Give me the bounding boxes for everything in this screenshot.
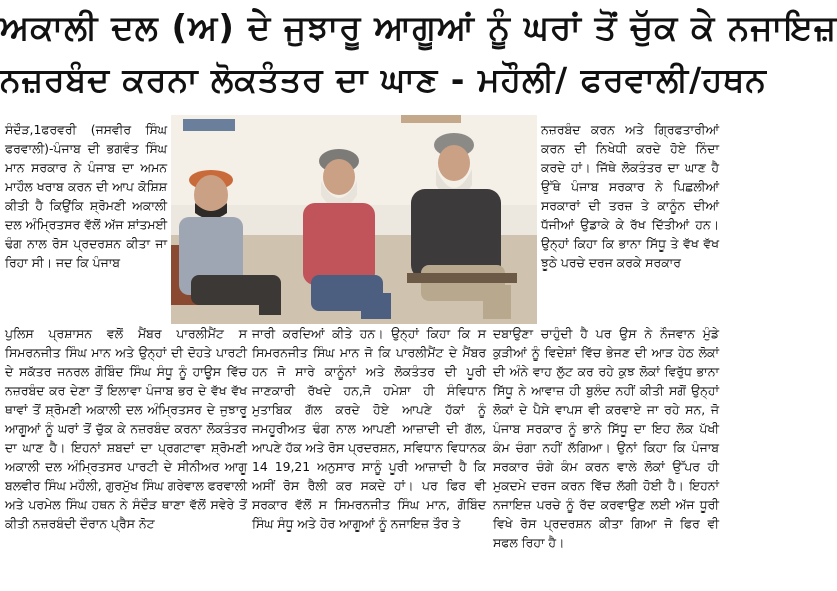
article-column-left-lower bbox=[5, 324, 247, 533]
headline-line-1: ਅਕਾਲੀ ਦਲ (ਅ) ਦੇ ਜੁਝਾਰੂ ਆਗੂਆਂ ਨੂੰ ਘਰਾਂ ਤੋਂ ਚੁੱਕ ਕੇ ਨਜਾਇਜ਼ bbox=[0, 8, 837, 48]
article-text: ਸੰਦੌੜ,1ਫਰਵਰੀ (ਜਸਵੀਰ ਸਿੰਘ ਫਰਵਾਲੀ)-ਪੰਜਾਬ ਦੀ ਭਗਵੰਤ ਸਿੰਘ ਮਾਨ ਸਰਕਾਰ ਨੇ ਪੰਜਾਬ ਦਾ ਅਮਨ ਮਾਹੌਲ ਖਰਾਬ ਕਰਨ ਦੀ ਆਪ ਕੋਸ਼ਿਸ਼ ਕੀਤੀ ਹੈ ਕਿਉਂਕਿ ਸ਼੍ਰੋਮਣੀ ਅਕਾਲੀ ਦਲ ਅੰਮ੍ਰਿਤਸਰ ਵੱਲੋਂ ਅੱਜ ਸ਼ਾਂਤਮਈ ਢੰਗ ਨਾਲ ਰੋਸ ਪ੍ਰਦਰਸ਼ਨ ਕੀਤਾ ਜਾ ਰਿਹਾ ਸੀ। ਜਦ ਕਿ ਪੰਜਾਬ bbox=[5, 122, 167, 270]
news-photo bbox=[171, 115, 537, 324]
article-text: ਜਾਰੀ ਕਰਦਿਆਂ ਕੀਤੇ ਹਨ। ਉਨ੍ਹਾਂ ਕਿਹਾ ਕਿ ਸ ਸਿਮਰਨਜੀਤ ਸਿੰਘ ਮਾਨ ਜੋ ਕਿ ਪਾਰਲੀਮੈਂਟ ਦੇ ਮੈਂਬਰ ਹਨ ਜੋ ਸਾਰੇ ਕਾਨੂੰਨਾਂ ਅਤੇ ਲੋਕਤੰਤਰ ਦੀ ਪੂਰੀ ਜਾਣਕਾਰੀ ਰੱਖਦੇ ਹਨ,ਜੋ ਹਮੇਸ਼ਾ ਹੀ ਸੰਵਿਧਾਨ ਮੁਤਾਬਿਕ ਗੱਲ ਕਰਦੇ ਹੋਏ ਆਪਣੇ ਹੱਕਾਂ ਨੂੰ ਜਮਹੂਰੀਅਤ ਢੰਗ ਨਾਲ ਆਪਣੀ ਆਜ਼ਾਦੀ ਦੀ ਗੱਲ, ਆਪਣੇ ਹੱਕ ਅਤੇ ਰੋਸ ਪ੍ਰਦਰਸ਼ਨ, ਸਵਿਧਾਨ ਵਿਧਾਨਕ 14 19,21 ਅਨੁਸਾਰ ਸਾਨੂੰ ਪੂਰੀ ਆਜ਼ਾਦੀ ਹੈ ਕਿ ਅਸੀਂ ਰੋਸ ਰੈਲੀ ਕਰ ਸਕਦੇ ਹਾਂ। ਪਰ ਫਿਰ ਵੀ ਸਰਕਾਰ ਵੱਲੋਂ ਸ ਸਿਮਰਨਜੀਤ ਸਿੰਘ ਮਾਨ, ਗੋਬਿੰਦ ਸਿੰਘ ਸੰਧੂ ਅਤੇ ਹੋਰ ਆਗੂਆਂ ਨੂੰ ਨਜਾਇਜ਼ ਤੌਰ ਤੇ bbox=[252, 326, 486, 531]
article-text: ਪੁਲਿਸ ਪ੍ਰਸ਼ਾਸਨ ਵਲੋਂ ਮੈਂਬਰ ਪਾਰਲੀਮੈਂਟ ਸ ਸਿਮਰਨਜੀਤ ਸਿੰਘ ਮਾਨ ਅਤੇ ਉਨ੍ਹਾਂ ਦੀ ਦੋਹਤੇ ਪਾਰਟੀ ਦੇ ਸਕੱਤਰ ਜਨਰਲ ਗੋਬਿੰਦ ਸਿੰਘ ਸੰਧੂ ਨੂੰ ਹਾਊਸ ਵਿੱਚ ਨਜ਼ਰਬੰਦ ਕਰ ਦੇਣਾ ਤੋਂ ਇਲਾਵਾ ਪੰਜਾਬ ਭਰ ਦੇ ਵੱਖ ਵੱਖ ਥਾਵਾਂ ਤੋਂ ਸ਼੍ਰੋਮਣੀ ਅਕਾਲੀ ਦਲ ਅੰਮ੍ਰਿਤਸਰ ਦੇ ਜੁਝਾਰੂ ਆਗੂਆਂ ਨੂੰ ਘਰਾਂ ਤੋਂ ਚੁੱਕ ਕੇ ਨਜ਼ਰਬੰਦ ਕਰਨਾ ਲੋਕਤੰਤਰ ਦਾ ਘਾਣ ਹੈ। ਇਹਨਾਂ ਸ਼ਬਦਾਂ ਦਾ ਪ੍ਰਗਟਾਵਾ ਸ਼੍ਰੋਮਣੀ ਅਕਾਲੀ ਦਲ ਅੰਮ੍ਰਿਤਸਰ ਪਾਰਟੀ ਦੇ ਸੀਨੀਅਰ ਆਗੂ ਬਲਵੀਰ ਸਿੰਘ ਮਹੌਲੀ, ਗੁਰਮੁੱਖ ਸਿੰਘ ਗਰੇਵਾਲ ਫਰਵਾਲੀ ਅਤੇ ਪਰਮੇਲ ਸਿੰਘ ਹਥਨ ਨੇ ਸੰਦੌੜ ਥਾਣਾ ਵੱਲੋਂ ਸਵੇਰੇ ਤੋਂ ਕੀਤੀ ਨਜ਼ਰਬੰਦੀ ਦੌਰਾਨ ਪ੍ਰੈਸ ਨੋਟ bbox=[5, 326, 247, 531]
article-text: ਨਜ਼ਰਬੰਦ ਕਰਨ ਅਤੇ ਗ੍ਰਿਫਤਾਰੀਆਂ ਕਰਨ ਦੀ ਨਿਖੇਧੀ ਕਰਦੇ ਹੋਏ ਨਿੰਦਾ ਕਰਦੇ ਹਾਂ। ਜਿੱਥੇ ਲੋਕਤੰਤਰ ਦਾ ਘਾਣ ਹੈ ਉੱਥੇ ਪੰਜਾਬ ਸਰਕਾਰ ਨੇ ਪਿਛਲੀਆਂ ਸਰਕਾਰਾਂ ਦੀ ਤਰਜ਼ ਤੇ ਕਾਨੂੰਨ ਦੀਆਂ ਧੱਜੀਆਂ ਉਡਾਕੇ ਕੇ ਰੱਖ ਦਿੱਤੀਆਂ ਹਨ। ਉਨ੍ਹਾਂ ਕਿਹਾ ਕਿ ਭਾਨਾ ਸਿੱਧੂ ਤੇ ਵੱਖ ਵੱਖ ਝੂਠੇ ਪਰਚੇ ਦਰਜ ਕਰਕੇ ਸਰਕਾਰ bbox=[541, 122, 719, 270]
article-column-left bbox=[5, 120, 167, 272]
article-text: ਦਬਾਉਣਾ ਚਾਹੁੰਦੀ ਹੈ ਪਰ ਉਸ ਨੇ ਨੌਜਵਾਨ ਮੁੰਡੇ ਕੁੜੀਆਂ ਨੂੰ ਵਿਦੇਸ਼ਾਂ ਵਿੱਚ ਭੇਜਣ ਦੀ ਆੜ ਹੇਠ ਲੋਕਾਂ ਦੀ ਅੰਨੇ ਵਾਹ ਲੁੱਟ ਕਰ ਰਹੇ ਕੁਝ ਲੋਕਾਂ ਵਿਰੁੱਧ ਭਾਨਾ ਸਿੱਧੂ ਨੇ ਆਵਾਜ਼ ਹੀ ਬੁਲੰਦ ਨਹੀਂ ਕੀਤੀ ਸਗੋਂ ਉਨ੍ਹਾਂ ਲੋਕਾਂ ਦੇ ਪੈਸੇ ਵਾਪਸ ਵੀ ਕਰਵਾਏ ਜਾ ਰਹੇ ਸਨ, ਜੋ ਪੰਜਾਬ ਸਰਕਾਰ ਨੂੰ ਭਾਨੇ ਸਿੱਧੂ ਦਾ ਇਹ ਲੋਕ ਪੱਖੀ ਕੰਮ ਚੰਗਾ ਨਹੀਂ ਲੱਗਿਆ। ਉਨਾਂ ਕਿਹਾ ਕਿ ਪੰਜਾਬ ਸਰਕਾਰ ਚੰਗੇ ਕੰਮ ਕਰਨ ਵਾਲੇ ਲੋਕਾਂ ਉੱਪਰ ਹੀ ਮੁਕਦਮੇ ਦਰਜ ਕਰਨ ਵਿੱਚ ਲੱਗੀ ਹੋਈ ਹੈ। ਇਹਨਾਂ ਨਜਾਇਜ਼ ਪਰਚੇ ਨੂੰ ਰੱਦ ਕਰਵਾਉਣ ਲਈ ਅੱਜ ਧੂਰੀ ਵਿਖੇ ਰੋਸ ਪ੍ਰਦਰਸ਼ਨ ਕੀਤਾ ਗਿਆ ਜੋ ਫਿਰ ਵੀ ਸਫਲ ਰਿਹਾ ਹੈ। bbox=[493, 326, 719, 550]
article-column-middle bbox=[252, 324, 486, 533]
headline-line-2: ਨਜ਼ਰਬੰਦ ਕਰਨਾ ਲੋਕਤੰਤਰ ਦਾ ਘਾਣ - ਮਹੌਲੀ/ ਫਰਵਾਲੀ/ਹਥਨ bbox=[0, 60, 767, 99]
article-column-right-lower bbox=[493, 324, 719, 552]
article-column-right bbox=[541, 120, 719, 272]
news-photo-illustration bbox=[171, 115, 537, 324]
